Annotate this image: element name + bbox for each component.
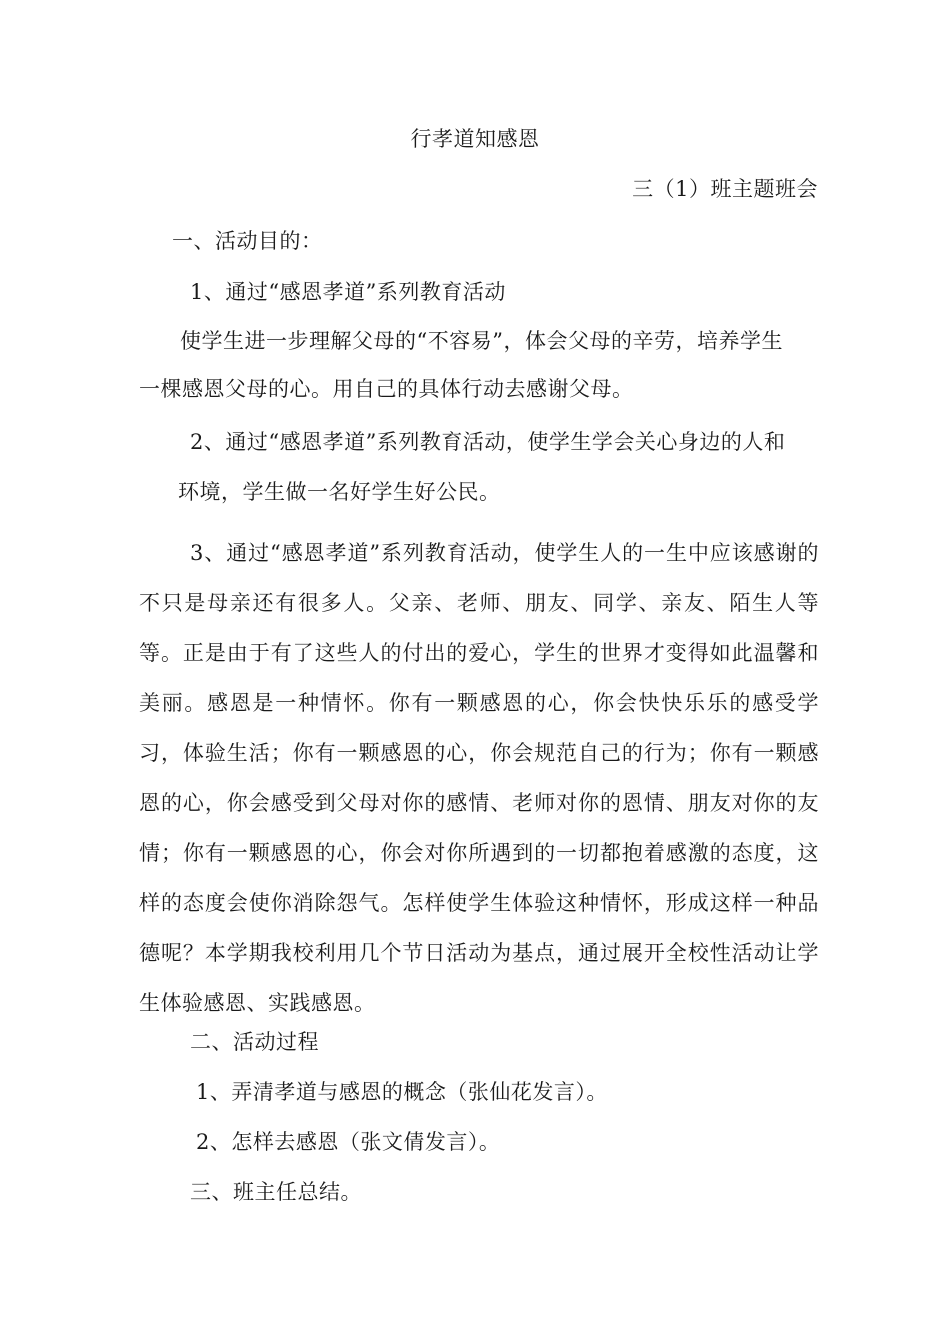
process-item1: 1、弄清孝道与感恩的概念（张仙花发言）。 — [196, 1080, 608, 1104]
document-title: 行孝道知感恩 — [410, 127, 540, 151]
process-item2: 2、怎样去感恩（张文倩发言）。 — [196, 1130, 501, 1154]
item1-line1: 使学生进一步理解父母的“不容易”，体会父母的辛劳，培养学生 — [180, 329, 783, 353]
item2-line1: 2、通过“感恩孝道”系列教育活动，使学生学会关心身边的人和 — [190, 430, 786, 454]
section2-heading: 二、活动过程 — [190, 1030, 319, 1054]
document-subtitle: 三（1）班主题班会 — [632, 177, 818, 201]
item1-heading: 1、通过“感恩孝道”系列教育活动 — [190, 280, 506, 304]
item3-text: 3、通过“感恩孝道”系列教育活动，使学生人的一生中应该感谢的不只是母亲还有很多人。父亲、老师、朋友、同学、亲友、陌生人等等。正是由于有了这些人的付出的爱心，学生的世界才变得如此温馨和美丽。感恩是一种情怀。你有一颗感恩的心，你会快快乐乐的感受学习，体验生活；你有一颗感恩的心，你会规范自己的行为；你有一颗感恩的心，你会感受到父母对你的感情、老师对你的恩情、朋友对你的友情；你有一颗感恩的心，你会对你所遇到的一切都抱着感激的态度，这样的态度会使你消除怨气。怎样使学生体验这种情怀，形成这样一种品德呢？本学期我校利用几个节日活动为基点，通过展开全校性活动让学生体验感恩、实践感恩。 — [139, 541, 819, 1015]
section1-heading: 一、活动目的： — [172, 229, 323, 253]
item3-paragraph — [139, 528, 819, 1028]
item1-line2: 一棵感恩父母的心。用自己的具体行动去感谢父母。 — [139, 377, 634, 401]
item2-line2: 环境，学生做一名好学生好公民。 — [178, 480, 501, 504]
section3-heading: 三、班主任总结。 — [190, 1180, 362, 1204]
